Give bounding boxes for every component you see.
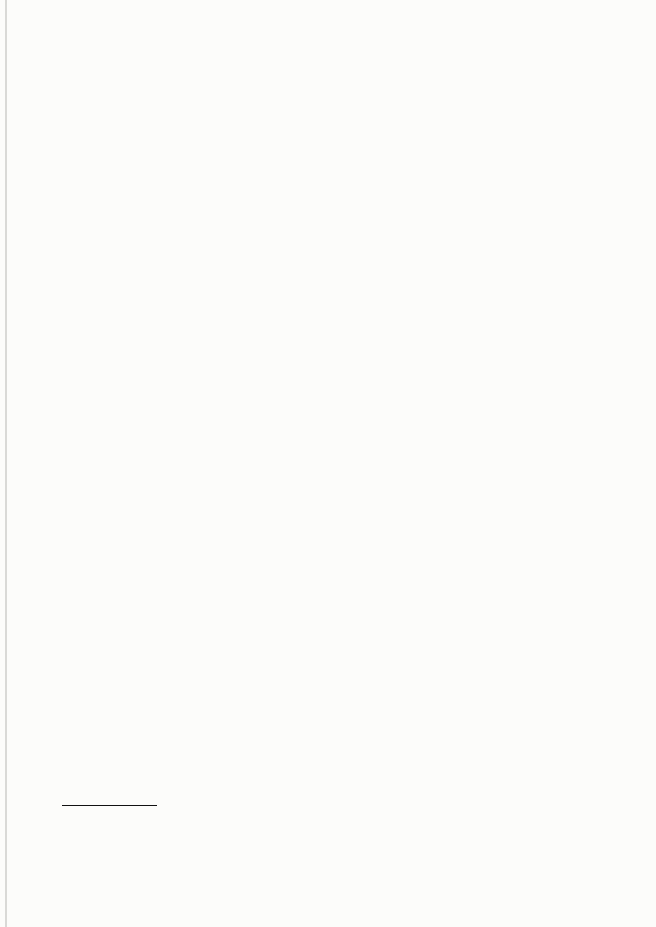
page-spine — [5, 0, 7, 927]
footnote-rule — [62, 805, 157, 806]
